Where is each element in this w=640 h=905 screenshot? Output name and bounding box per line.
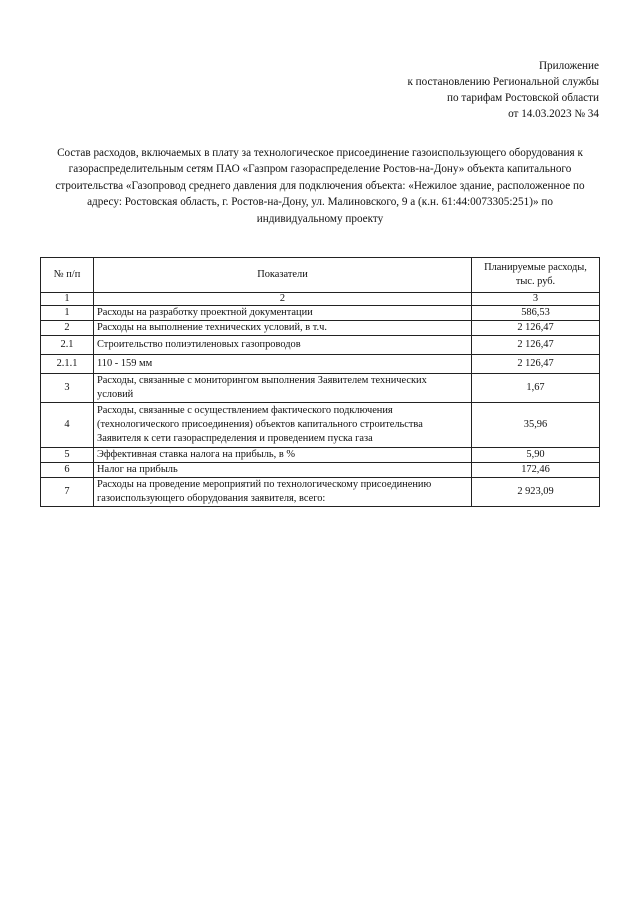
header-cost-line: Планируемые расходы, (484, 262, 587, 273)
row-label-line: условий (97, 389, 134, 400)
row-num: 5 (41, 448, 94, 463)
table-row (41, 321, 600, 336)
row-num: 2.1.1 (41, 355, 94, 374)
row-num: 6 (41, 463, 94, 478)
appendix-line: Приложение (538, 60, 599, 72)
row-value: 35,96 (472, 403, 600, 448)
row-num: 1 (41, 306, 94, 321)
row-value: 2 126,47 (472, 355, 600, 374)
row-value: 2 126,47 (472, 336, 600, 355)
appendix-header (299, 58, 599, 122)
table-row (41, 463, 600, 478)
row-label (94, 478, 472, 507)
title-line: индивидуальному проекту (256, 212, 384, 225)
row-label: Строительство полиэтиленовых газопроводов (94, 336, 472, 355)
table-row (41, 355, 600, 374)
row-value: 586,53 (472, 306, 600, 321)
appendix-date-line: от 14.03.2023 № 34 (508, 108, 599, 120)
title-line: строительства «Газопровод среднего давления для подключения объекта: «Нежилое здание, расположенное по (55, 179, 585, 192)
title-line: адресу: Ростовская область, г. Ростов-на-Дону, ул. Малиновского, 9 а (к.н. 61:44:0073305:251)» по (87, 196, 553, 209)
row-num: 2 (41, 321, 94, 336)
column-number: 3 (472, 293, 600, 306)
row-label-line: Расходы, связанные с осуществлением фактического подключения (97, 405, 393, 416)
row-label-line: Заявителя к сети газораспределения и проведением пуска газа (97, 433, 373, 444)
table-row (41, 306, 600, 321)
row-num: 2.1 (41, 336, 94, 355)
table-row (41, 336, 600, 355)
table-row (41, 448, 600, 463)
row-value: 5,90 (472, 448, 600, 463)
header-indicator: Показатели (94, 258, 472, 293)
header-cost-line: тыс. руб. (515, 276, 556, 287)
row-label: 110 - 159 мм (94, 355, 472, 374)
table-header-row (41, 258, 600, 293)
title-line: Состав расходов, включаемых в плату за технологическое присоединение газоиспользующего оборудования к (57, 147, 583, 159)
row-label: Расходы на выполнение технических условий, в т.ч. (94, 321, 472, 336)
column-number: 2 (94, 293, 472, 306)
row-label: Эффективная ставка налога на прибыль, в % (94, 448, 472, 463)
row-label-line: (технологического присоединения) объектов капитального строительства (97, 419, 423, 430)
row-value: 2 923,09 (472, 478, 600, 507)
column-number: 1 (41, 293, 94, 306)
document-title (40, 145, 600, 227)
title-line: газораспределительным сетям ПАО «Газпром газораспределение Ростов-на-Дону» объекта капитального (68, 163, 572, 176)
row-num: 7 (41, 478, 94, 507)
row-num: 3 (41, 374, 94, 403)
header-num: № п/п (41, 258, 94, 293)
row-label: Налог на прибыль (94, 463, 472, 478)
column-number-row (41, 293, 600, 306)
row-label-line: Расходы на проведение мероприятий по технологическому присоединению (97, 479, 432, 490)
row-label (94, 403, 472, 448)
row-value: 2 126,47 (472, 321, 600, 336)
appendix-line: по тарифам Ростовской области (447, 92, 599, 104)
row-label: Расходы на разработку проектной документации (94, 306, 472, 321)
table-row (41, 374, 600, 403)
row-label-line: Расходы, связанные с мониторингом выполнения Заявителем технических (97, 375, 427, 386)
row-label (94, 374, 472, 403)
row-value: 172,46 (472, 463, 600, 478)
table-row (41, 478, 600, 507)
appendix-line: к постановлению Региональной службы (407, 76, 599, 88)
row-num: 4 (41, 403, 94, 448)
row-value: 1,67 (472, 374, 600, 403)
row-label-line: газоиспользующего оборудования заявителя, всего: (97, 493, 326, 504)
header-cost (472, 258, 600, 293)
cost-table (40, 257, 600, 507)
table-row (41, 403, 600, 448)
